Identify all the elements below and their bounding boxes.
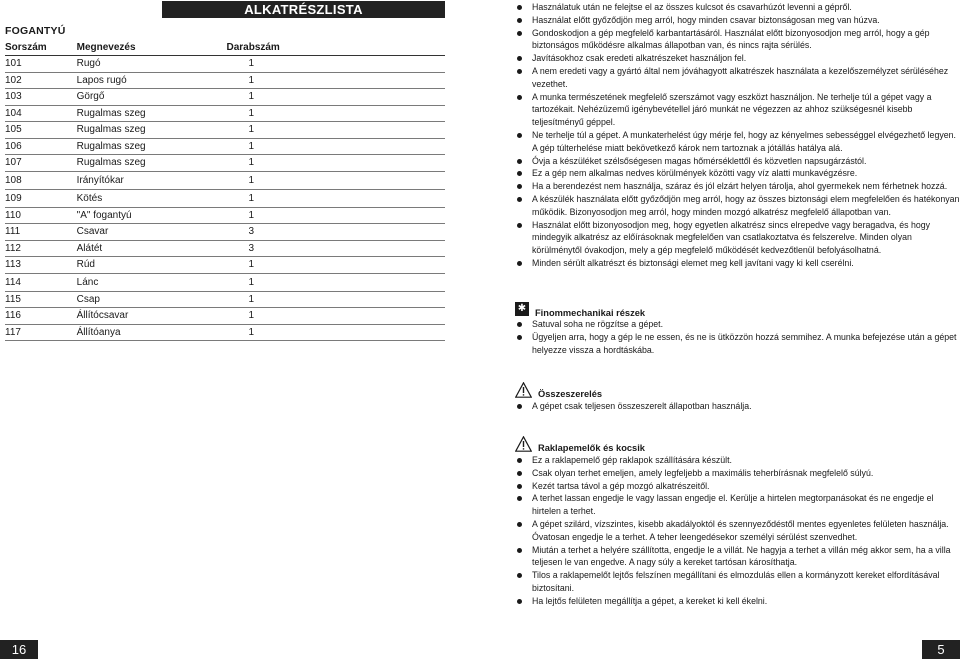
section-label: FOGANTYÚ: [5, 25, 66, 37]
part-name-cell: "A" fogantyú: [77, 207, 218, 224]
list-item: A munka természetének megfelelő szerszámot vagy eszközt használjon. Ne terhelje túl a gépet vagy a tartozékait. Nehézüzemű igénybevétellel járó munkát ne végezzen az ahhoz szükségesnél kisebb teljesítményű géppel.: [515, 91, 960, 129]
raklap-list: [515, 454, 960, 608]
list-item: Ügyeljen arra, hogy a gép le ne essen, és ne is ütközzön hozzá semmihez. A munka befejezése után a gépet helyezze vissza a hordtáskába.: [515, 331, 960, 357]
list-item: A nem eredeti vagy a gyártó által nem jóváhagyott alkatrészek használata a kezelőszemélyzet sérüléséhez vezethet.: [515, 65, 960, 91]
part-qty-cell: 1: [217, 273, 445, 291]
part-number-cell: 113: [5, 257, 77, 274]
table-row: [5, 122, 445, 139]
list-item: Ez a gép nem alkalmas nedves körülmények közötti vagy víz alatti munkavégzésre.: [515, 167, 960, 180]
table-row: [5, 171, 445, 189]
part-qty-cell: 1: [217, 207, 445, 224]
table-row: [5, 155, 445, 172]
part-qty-cell: 1: [217, 171, 445, 189]
column-header-name: Megnevezés: [77, 40, 218, 56]
part-qty-cell: 3: [217, 240, 445, 257]
part-number-cell: 111: [5, 224, 77, 241]
part-number-cell: 117: [5, 324, 77, 341]
list-item: Ne terhelje túl a gépet. A munkaterhelést úgy mérje fel, hogy az kényelmes sebességgel elvégezhető legyen. A gép túlterhelése miatt bekövetkező károk nem tartoznak a jótállás hatálya alá.: [515, 129, 960, 155]
list-item: Ez a raklapemelő gép raklapok szállítására készült.: [515, 454, 960, 467]
list-item: A gépet csak teljesen összeszerelt állapotban használja.: [515, 400, 960, 413]
table-row: [5, 273, 445, 291]
part-qty-cell: 1: [217, 257, 445, 274]
table-row: [5, 291, 445, 308]
list-item: Satuval soha ne rögzítse a gépet.: [515, 318, 960, 331]
list-item: Kezét tartsa távol a gép mozgó alkatrészeitől.: [515, 480, 960, 493]
part-qty-cell: 1: [217, 155, 445, 172]
finom-section: [515, 302, 960, 356]
part-qty-cell: 1: [217, 291, 445, 308]
part-number-cell: 106: [5, 138, 77, 155]
part-name-cell: Rugalmas szeg: [77, 122, 218, 139]
part-qty-cell: 1: [217, 89, 445, 106]
finom-list: [515, 318, 960, 356]
osszeszereles-heading: [515, 382, 960, 398]
table-row: [5, 72, 445, 89]
table-row: [5, 89, 445, 106]
finom-section-heading: [515, 302, 960, 316]
part-name-cell: Rugó: [77, 56, 218, 73]
part-number-cell: 102: [5, 72, 77, 89]
parts-table-header: [5, 40, 445, 56]
column-header-no: Sorszám: [5, 40, 77, 56]
raklap-heading: [515, 436, 960, 452]
table-row: [5, 56, 445, 73]
part-name-cell: Állítócsavar: [77, 308, 218, 325]
list-item: Ha a berendezést nem használja, száraz és jól elzárt helyen tárolja, ahol gyermekek nem férhetnek hozzá.: [515, 180, 960, 193]
part-qty-cell: 1: [217, 138, 445, 155]
part-name-cell: Rugalmas szeg: [77, 155, 218, 172]
list-item: Csak olyan terhet emeljen, amely legfeljebb a maximális teherbírásnak megfelelő súlyú.: [515, 467, 960, 480]
list-item: Használat előtt bizonyosodjon meg, hogy egyetlen alkatrész sincs elrepedve vagy beragadva, és hogy mindegyik alkatrész az előírásoknak megfelelően van csatlakoztatva és felszerelve. Minden olyan körülménytől óvakodjon, mely a gép megfelelő működését kedvezőtlenül befolyásolhatná.: [515, 219, 960, 257]
list-item: A gépet szilárd, vízszintes, kisebb akadályoktól és szennyeződéstől mentes egyenletes felületen használja. Óvatosan engedje le a terhet. A teher leengedésekor személyi sérülést szenvedhet.: [515, 518, 960, 544]
osszeszereles-list: [515, 400, 960, 413]
list-item: Használat előtt győződjön meg arról, hogy minden csavar biztonságosan meg van húzva.: [515, 14, 960, 27]
part-name-cell: Lapos rugó: [77, 72, 218, 89]
part-number-cell: 114: [5, 273, 77, 291]
part-number-cell: 101: [5, 56, 77, 73]
page-number-right: 5: [922, 640, 960, 659]
part-name-cell: Csavar: [77, 224, 218, 241]
part-qty-cell: 3: [217, 224, 445, 241]
parts-table: [5, 40, 445, 341]
page-number-left: 16: [0, 640, 38, 659]
parts-table-body: [5, 56, 445, 341]
osszeszereles-section: [515, 382, 960, 413]
safety-rules-list: [515, 1, 960, 270]
list-item: Minden sérült alkatrészt és biztonsági elemet meg kell javítani vagy ki kell cserélni.: [515, 257, 960, 270]
list-item: A terhet lassan engedje le vagy lassan engedje el. Kerülje a hirtelen megtorpanásokat és ne engedje el hirtelen a terhet.: [515, 492, 960, 518]
part-number-cell: 109: [5, 189, 77, 207]
table-row: [5, 257, 445, 274]
table-row: [5, 240, 445, 257]
column-header-qty: Darabszám: [217, 40, 445, 56]
part-number-cell: 103: [5, 89, 77, 106]
part-number-cell: 105: [5, 122, 77, 139]
table-row: [5, 207, 445, 224]
part-name-cell: Csap: [77, 291, 218, 308]
list-item: A készülék használata előtt győződjön meg arról, hogy az összes biztonsági elem megfelelően és hatékonyan működik. Bizonyosodjon meg arról, hogy minden mozgó alkatrész megfelelő állapotban van.: [515, 193, 960, 219]
part-name-cell: Görgő: [77, 89, 218, 106]
part-number-cell: 112: [5, 240, 77, 257]
list-item: Óvja a készüléket szélsőségesen magas hőmérséklettől és közvetlen napsugárzástól.: [515, 155, 960, 168]
raklap-section: [515, 436, 960, 608]
safety-rules-block: [515, 1, 960, 270]
list-item: Miután a terhet a helyére szállította, engedje le a villát. Ne hagyja a terhet a villán még akkor sem, ha a villa teljesen le van engedve. A nagy súly a kereket tartósan károsíthatja.: [515, 544, 960, 570]
part-qty-cell: 1: [217, 105, 445, 122]
table-row: [5, 105, 445, 122]
gear-icon: ✱: [515, 302, 529, 316]
table-row: [5, 308, 445, 325]
table-row: [5, 224, 445, 241]
part-name-cell: Rúd: [77, 257, 218, 274]
part-number-cell: 107: [5, 155, 77, 172]
part-name-cell: Lánc: [77, 273, 218, 291]
part-number-cell: 104: [5, 105, 77, 122]
warning-triangle-icon: [515, 382, 532, 398]
part-number-cell: 110: [5, 207, 77, 224]
part-qty-cell: 1: [217, 189, 445, 207]
part-qty-cell: 1: [217, 56, 445, 73]
table-row: [5, 189, 445, 207]
list-item: Javításokhoz csak eredeti alkatrészeket használjon fel.: [515, 52, 960, 65]
part-name-cell: Irányítókar: [77, 171, 218, 189]
part-qty-cell: 1: [217, 324, 445, 341]
finom-section-title: Finommechanikai részek: [535, 307, 646, 318]
part-name-cell: Alátét: [77, 240, 218, 257]
table-row: [5, 138, 445, 155]
part-qty-cell: 1: [217, 122, 445, 139]
list-item: Gondoskodjon a gép megfelelő karbantartásáról. Használat előtt bizonyosodjon meg arról, hogy a gép biztonságos működésre alkalmas állapotban van, és nincs rajta sérülés.: [515, 27, 960, 53]
list-item: Tilos a raklapemelőt lejtős felszínen megállítani és elmozdulás ellen a kormányzott kereket elfordításával biztosítani.: [515, 569, 960, 595]
part-qty-cell: 1: [217, 308, 445, 325]
part-name-cell: Állítóanya: [77, 324, 218, 341]
part-number-cell: 116: [5, 308, 77, 325]
osszeszereles-title: Összeszerelés: [538, 388, 603, 399]
raklap-title: Raklapemelők és kocsik: [538, 442, 645, 453]
part-name-cell: Kötés: [77, 189, 218, 207]
parts-list-title: ALKATRÉSZLISTA: [162, 1, 445, 18]
part-number-cell: 108: [5, 171, 77, 189]
part-number-cell: 115: [5, 291, 77, 308]
part-name-cell: Rugalmas szeg: [77, 105, 218, 122]
part-qty-cell: 1: [217, 72, 445, 89]
table-row: [5, 324, 445, 341]
part-name-cell: Rugalmas szeg: [77, 138, 218, 155]
list-item: Használatuk után ne felejtse el az összes kulcsot és csavarhúzót levenni a gépről.: [515, 1, 960, 14]
list-item: Ha lejtős felületen megállítja a gépet, a kereket ki kell ékelni.: [515, 595, 960, 608]
warning-triangle-icon: [515, 436, 532, 452]
